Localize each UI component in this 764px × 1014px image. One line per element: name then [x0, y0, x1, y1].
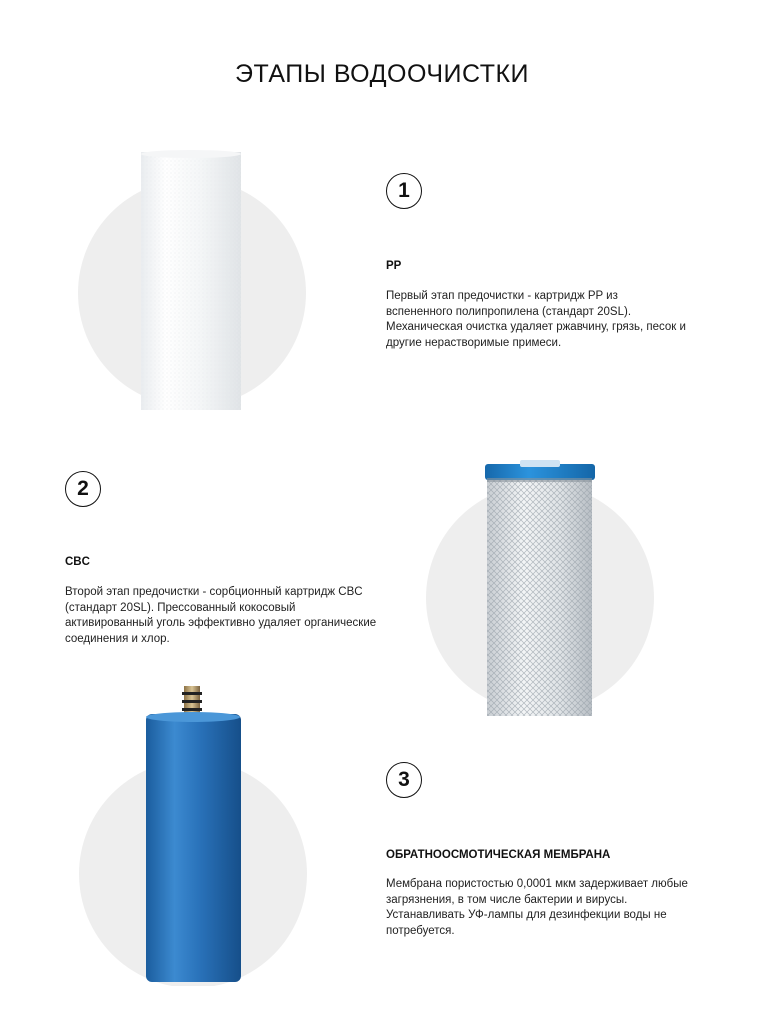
page-title: ЭТАПЫ ВОДООЧИСТКИ	[234, 60, 530, 88]
stage-1-description: Первый этап предочистки - картридж PP из вспененного полипропилена (стандарт 20SL). Механическая очистка удаляет ржавчину, грязь, песок и другие нерастворимые примеси.	[386, 290, 686, 349]
stage-1-name: PP	[386, 260, 402, 272]
membrane-image	[78, 686, 310, 986]
stage-3-description: Мембрана пористостью 0,0001 мкм задерживает любые загрязнения, в том числе бактерии и вирусы. Устанавливать УФ-лампы для дезинфекции воды не потребуется.	[386, 878, 688, 937]
stage-3-name: ОБРАТНООСМОТИЧЕСКАЯ МЕМБРАНА	[386, 849, 611, 861]
stage-2-number: 2	[65, 471, 101, 507]
stage-3-number: 3	[386, 762, 422, 798]
cbc-cartridge-image	[425, 460, 657, 716]
pp-cartridge-image	[78, 148, 310, 410]
stage-2-description: Второй этап предочистки - сорбционный картридж CBC (стандарт 20SL). Прессованный кокосовый активированный уголь эффективно удаляет органические соединения и хлор.	[65, 586, 377, 645]
stage-1-number: 1	[386, 173, 422, 209]
stage-2-name: CBC	[65, 556, 90, 568]
membrane-body	[146, 714, 241, 982]
